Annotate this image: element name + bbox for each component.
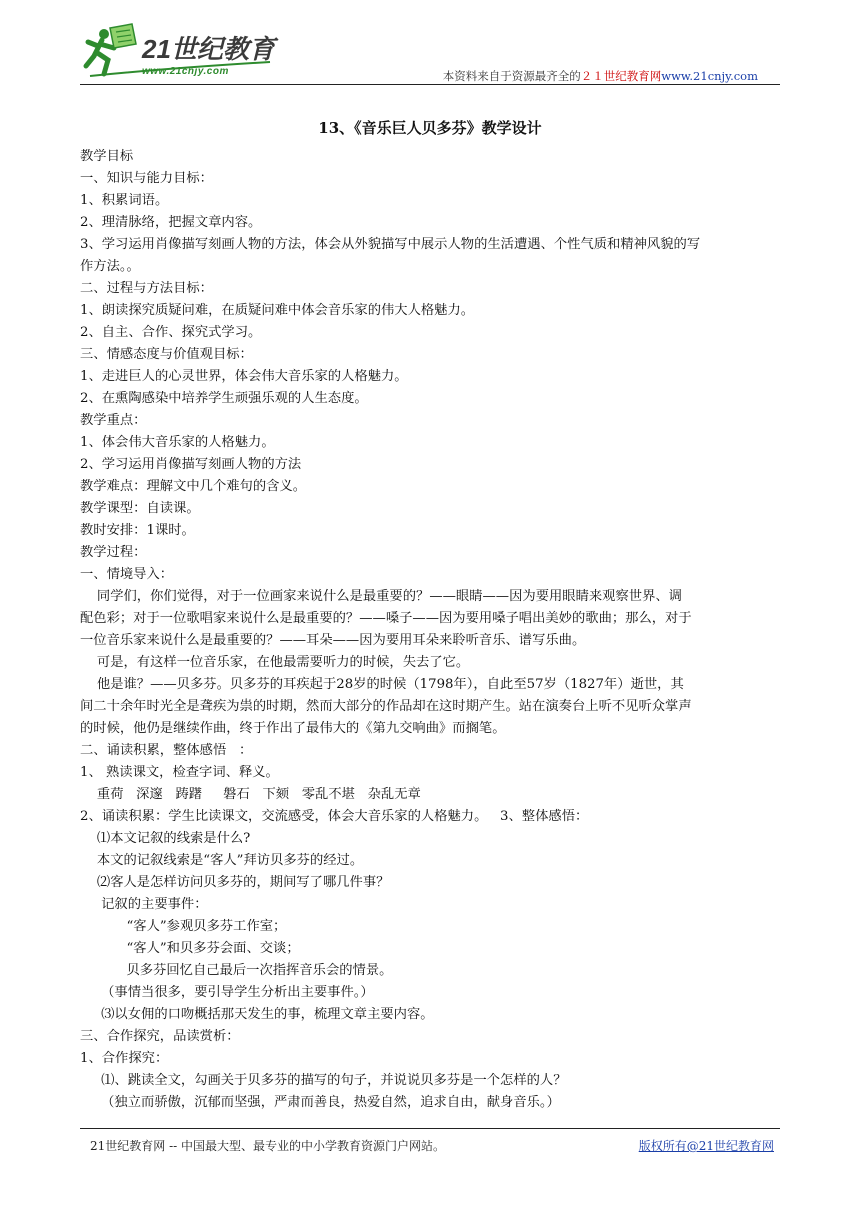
header-note-url[interactable]: www.21cnjy.com — [661, 69, 758, 83]
copyright-link[interactable]: 版权所有@21世纪教育网 — [638, 1139, 774, 1153]
footer-divider — [80, 1128, 780, 1129]
text-line: “客人”参观贝多芬工作室； — [80, 919, 287, 934]
logo-url: www.21cnjy.com — [142, 66, 229, 77]
text-line: 一、知识与能力目标： — [80, 171, 213, 186]
document-body — [80, 146, 780, 1114]
text-line: 三、情感态度与价值观目标： — [80, 347, 253, 362]
text-line: 可是，有这样一位音乐家，在他最需要听力的时候，失去了它。 — [80, 655, 470, 670]
text-line: 教学重点： — [80, 413, 147, 428]
text-line: 教学难点：理解文中几个难句的含义。 — [80, 479, 307, 494]
text-line: 1、朗读探究质疑问难，在质疑问难中体会音乐家的伟大人格魅力。 — [80, 303, 475, 318]
header-note — [443, 68, 758, 84]
text-line: 1、 熟读课文，检查字词、释义。 — [80, 765, 279, 780]
text-line: 1、走进巨人的心灵世界，体会伟大音乐家的人格魅力。 — [80, 369, 408, 384]
text-line: 间二十余年时光全是聋疾为祟的时期，然而大部分的作品却在这时期产生。站在演奏台上听不见听众掌声 — [80, 699, 692, 714]
text-line: 一位音乐家来说什么是最重要的？——耳朵——因为要用耳朵来聆听音乐、谱写乐曲。 — [80, 633, 586, 648]
text-line: 1、积累词语。 — [80, 193, 169, 208]
text-line: 2、诵读积累：学生比读课文，交流感受，体会大音乐家的人格魅力。 3、整体感悟： — [80, 809, 589, 824]
text-line: “客人”和贝多芬会面、交谈； — [80, 941, 300, 956]
header-note-site[interactable]: ２１世纪教育网 — [580, 69, 662, 83]
text-line: ⑴、跳读全文，勾画关于贝多芬的描写的句子，并说说贝多芬是一个怎样的人？ — [80, 1073, 567, 1088]
text-line: 1、合作探究： — [80, 1051, 169, 1066]
text-line: ⑵客人是怎样访问贝多芬的，期间写了哪几件事？ — [80, 875, 390, 890]
text-line: 的时候，他仍是继续作曲，终于作出了最伟大的《第九交响曲》而搁笔。 — [80, 721, 506, 736]
text-line: 记叙的主要事件： — [80, 897, 208, 912]
text-line: 2、理清脉络，把握文章内容。 — [80, 215, 262, 230]
text-line: 本文的记叙线索是“客人”拜访贝多芬的经过。 — [80, 853, 364, 868]
text-line: 二、过程与方法目标： — [80, 281, 213, 296]
text-line: 他是谁？——贝多芬。贝多芬的耳疾起于28岁的时候（1798年），自此至57岁（1827年）逝世，其 — [80, 677, 684, 692]
text-line: 教时安排：1课时。 — [80, 523, 195, 538]
text-line: 2、在熏陶感染中培养学生顽强乐观的人生态度。 — [80, 391, 368, 406]
text-line: 2、自主、合作、探究式学习。 — [80, 325, 262, 340]
page-header — [80, 22, 780, 84]
text-line: （独立而骄傲，沉郁而坚强，严肃而善良，热爱自然，追求自由，献身音乐。） — [80, 1095, 560, 1110]
text-line: 3、学习运用肖像描写刻画人物的方法，体会从外貌描写中展示人物的生活遭遇、个性气质和精神风貌的写 — [80, 237, 701, 252]
header-note-prefix: 本资料来自于资源最齐全的 — [442, 69, 581, 83]
text-line: 重荷 深邃 踌躇 磐石 下颏 零乱不堪 杂乱无章 — [80, 787, 421, 802]
text-line: 教学目标 — [80, 149, 134, 164]
text-line: 同学们，你们觉得，对于一位画家来说什么是最重要的？——眼睛——因为要用眼睛来观察世界、调 — [80, 589, 682, 604]
text-line: 1、体会伟大音乐家的人格魅力。 — [80, 435, 275, 450]
text-line: 二、诵读积累，整体感悟 ： — [80, 743, 253, 758]
text-line: 贝多芬回忆自己最后一次指挥音乐会的情景。 — [80, 963, 393, 978]
svg-text:21世纪教育: 21世纪教育 — [142, 34, 275, 64]
text-line: ⑴本文记叙的线索是什么? — [80, 831, 251, 846]
text-line: （事情当很多，要引导学生分析出主要事件。） — [80, 985, 374, 1000]
text-line: 教学课型：自读课。 — [80, 501, 200, 516]
document-title: 13、《音乐巨人贝多芬》教学设计 — [318, 119, 542, 137]
text-line: 一、情境导入： — [80, 567, 174, 582]
text-line: 作方法。。 — [80, 259, 140, 274]
footer-text: 21世纪教育网 -- 中国最大型、最专业的中小学教育资源门户网站。 — [90, 1139, 446, 1153]
text-line: 配色彩；对于一位歌唱家来说什么是最重要的？——嗓子——因为要用嗓子唱出美妙的歌曲；那么，对于 — [80, 611, 692, 626]
text-line: 教学过程： — [80, 545, 147, 560]
text-line: ⑶以女佣的口吻概括那天发生的事，梳理文章主要内容。 — [80, 1007, 434, 1022]
header-divider — [80, 84, 780, 85]
text-line: 2、学习运用肖像描写刻画人物的方法 — [80, 457, 302, 472]
text-line: 三、合作探究，品读赏析： — [80, 1029, 240, 1044]
